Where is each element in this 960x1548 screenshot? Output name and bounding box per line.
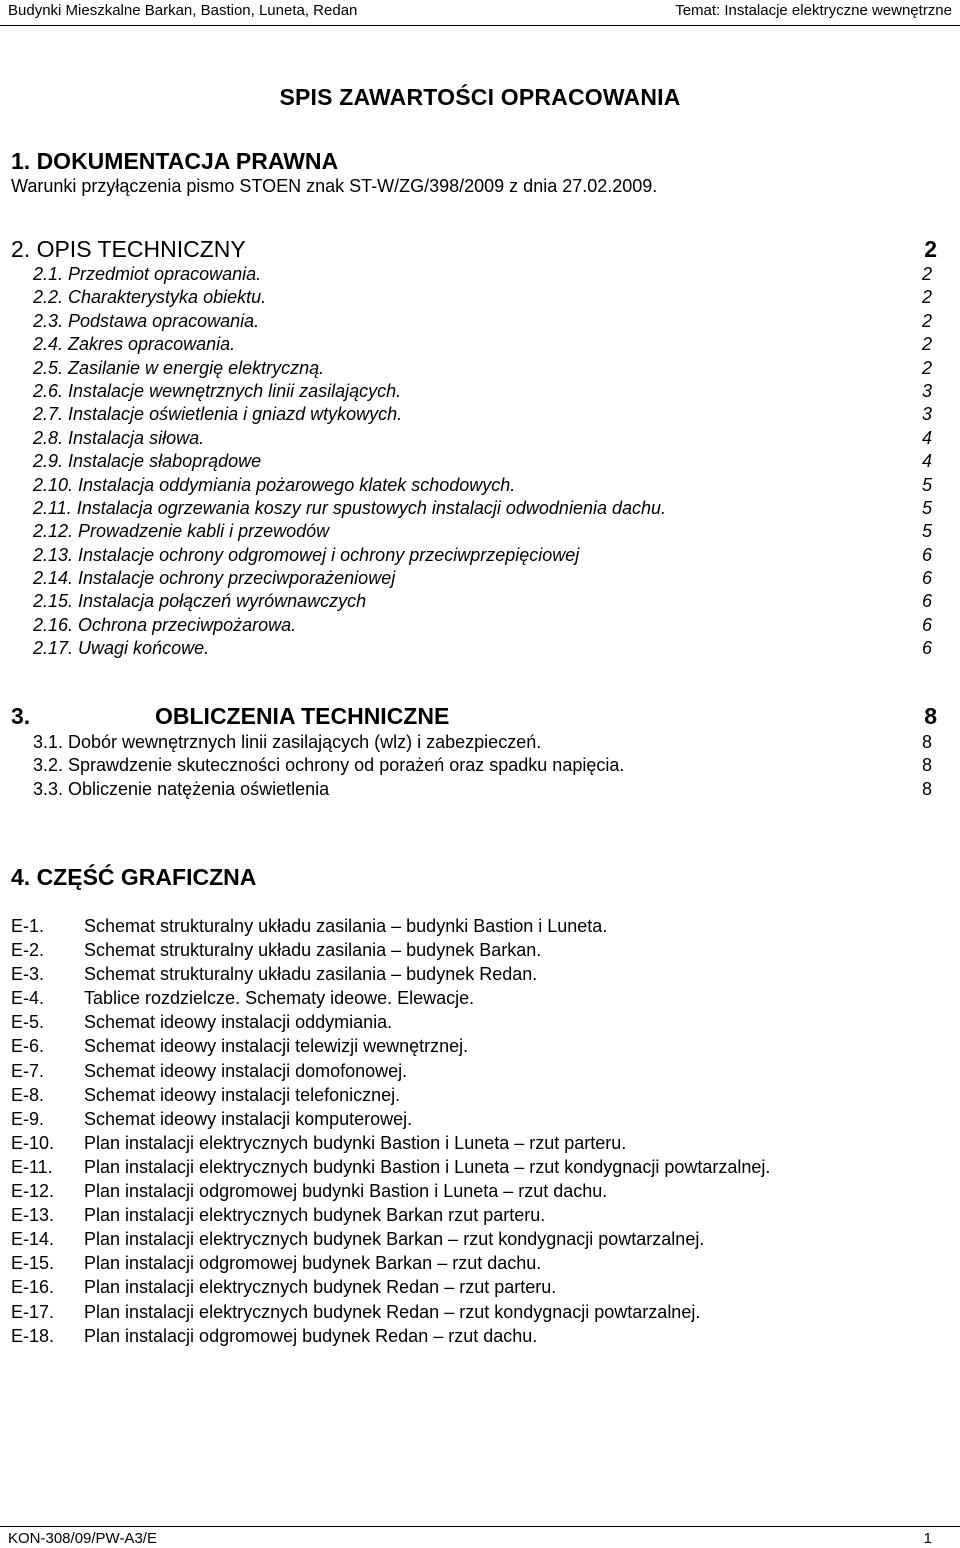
section4-heading: 4. CZĘŚĆ GRAFICZNA (11, 864, 257, 890)
drawing-title: Schemat strukturalny układu zasilania – budynek Barkan. (84, 940, 542, 961)
header-topic: Temat: Instalacje elektryczne wewnętrzne (675, 2, 952, 19)
toc-entry-label: 3.2. Sprawdzenie skuteczności ochrony od porażeń oraz spadku napięcia. (33, 755, 625, 776)
drawing-entry (11, 986, 770, 1010)
drawing-code: E-2. (11, 940, 45, 961)
drawing-title: Schemat strukturalny układu zasilania – budynek Redan. (84, 964, 538, 985)
toc-entry-page: 5 (922, 497, 933, 518)
drawing-code: E-16. (11, 1277, 55, 1298)
toc-entry-label: 2.4. Zakres opracowania. (33, 334, 236, 355)
toc-entry-label: 2.1. Przedmiot opracowania. (33, 264, 262, 284)
toc-entry (33, 590, 939, 613)
toc-entry (33, 403, 939, 426)
toc-entry-label: 3.1. Dobór wewnętrznych linii zasilających (wlz) i zabezpieczeń. (33, 732, 542, 752)
section3-number: 3. (11, 703, 31, 729)
drawing-entry (11, 1300, 770, 1324)
toc-entry-label: 2.8. Instalacja siłowa. (33, 427, 205, 448)
toc-entry (33, 427, 939, 450)
drawing-code: E-6. (11, 1036, 45, 1057)
toc-entry (33, 286, 939, 309)
toc-entry-label: 2.14. Instalacje ochrony przeciwporażeniowej (33, 568, 396, 589)
drawing-entry (11, 1131, 770, 1155)
drawing-title: Schemat ideowy instalacji komputerowej. (84, 1108, 413, 1129)
drawing-entry (11, 938, 770, 962)
toc-entry-label: 2.5. Zasilanie w energię elektryczną. (33, 357, 325, 378)
toc-entry-page: 2 (922, 334, 933, 355)
drawing-code: E-3. (11, 964, 45, 985)
drawing-entry (11, 1179, 770, 1203)
drawing-entry (11, 1324, 770, 1348)
toc-entry-page: 4 (922, 451, 933, 472)
toc-entry (33, 310, 939, 333)
drawing-title: Plan instalacji elektrycznych budynki Bastion i Luneta – rzut kondygnacji powtarzalnej. (84, 1156, 771, 1177)
drawing-code: E-1. (11, 916, 45, 936)
toc-entry-page: 2 (922, 310, 933, 331)
footer-page-number: 1 (923, 1530, 932, 1547)
drawing-code: E-4. (11, 988, 45, 1009)
drawing-title: Plan instalacji odgromowej budynki Bastion i Luneta – rzut dachu. (84, 1181, 608, 1202)
toc-entry-page: 2 (922, 357, 933, 378)
drawing-title: Schemat ideowy instalacji telewizji wewnętrznej. (84, 1036, 469, 1057)
page-header (0, 0, 960, 26)
drawing-code: E-9. (11, 1108, 45, 1129)
drawing-title: Plan instalacji elektrycznych budynek Redan – rzut kondygnacji powtarzalnej. (84, 1301, 701, 1322)
section4-list (11, 914, 770, 1348)
toc-entry-label: 2.9. Instalacje słaboprądowe (33, 451, 262, 472)
drawing-title: Plan instalacji odgromowej budynek Barkan – rzut dachu. (84, 1253, 542, 1274)
drawing-entry (11, 1059, 770, 1083)
section2-title: 2. OPIS TECHNICZNY (11, 236, 246, 262)
drawing-code: E-7. (11, 1060, 45, 1081)
drawing-title: Plan instalacji elektrycznych budynki Bastion i Luneta – rzut parteru. (84, 1132, 627, 1153)
drawing-code: E-13. (11, 1205, 55, 1226)
toc-entry-page: 8 (922, 778, 933, 799)
header-project: Budynki Mieszkalne Barkan, Bastion, Luneta, Redan (8, 2, 358, 19)
drawing-entry (11, 1083, 770, 1107)
drawing-entry (11, 1107, 770, 1131)
drawing-code: E-18. (11, 1325, 55, 1346)
page-footer (0, 1518, 960, 1548)
section1-line: Warunki przyłączenia pismo STOEN znak ST-W/ZG/398/2009 z dnia 27.02.2009. (11, 176, 658, 196)
toc-entry-label: 2.13. Instalacje ochrony odgromowej i ochrony przeciwprzepięciowej (33, 544, 580, 565)
toc-entry (33, 544, 939, 567)
toc-entry-label: 2.16. Ochrona przeciwpożarowa. (33, 614, 297, 635)
drawing-entry (11, 1155, 770, 1179)
toc-entry-page: 6 (922, 638, 933, 659)
footer-rule (0, 1526, 960, 1527)
drawing-entry (11, 1203, 770, 1227)
drawing-title: Tablice rozdzielcze. Schematy ideowe. Elewacje. (84, 988, 475, 1009)
toc-entry-page: 8 (922, 732, 933, 752)
drawing-code: E-12. (11, 1181, 55, 1202)
toc-entry (33, 567, 939, 590)
drawing-code: E-17. (11, 1301, 55, 1322)
toc-entry (33, 263, 939, 286)
toc-entry-label: 2.6. Instalacje wewnętrznych linii zasilających. (33, 380, 402, 401)
drawing-entry (11, 914, 770, 938)
toc-entry (33, 450, 939, 473)
section2-list (33, 263, 939, 661)
drawing-code: E-5. (11, 1012, 45, 1033)
drawing-title: Schemat ideowy instalacji telefonicznej. (84, 1084, 401, 1105)
drawing-title: Schemat ideowy instalacji oddymiania. (84, 1012, 393, 1033)
section2-heading (11, 236, 937, 264)
toc-entry-page: 6 (922, 591, 933, 612)
drawing-title: Plan instalacji elektrycznych budynek Barkan – rzut kondygnacji powtarzalnej. (84, 1229, 705, 1250)
section1-heading: 1. DOKUMENTACJA PRAWNA (11, 148, 339, 174)
drawing-title: Plan instalacji elektrycznych budynek Redan – rzut parteru. (84, 1277, 557, 1298)
toc-entry-page: 5 (922, 521, 933, 542)
toc-entry (33, 754, 939, 777)
drawing-code: E-11. (11, 1156, 53, 1177)
drawing-entry (11, 1275, 770, 1299)
toc-entry (33, 731, 939, 754)
toc-entry-label: 2.7. Instalacje oświetlenia i gniazd wtykowych. (33, 404, 403, 425)
section3-heading (11, 703, 937, 731)
toc-entry (33, 778, 939, 801)
toc-entry-page: 8 (922, 755, 933, 776)
footer-doc-code: KON-308/09/PW-A3/E (8, 1530, 157, 1547)
section2-page: 2 (924, 236, 937, 262)
toc-entry-page: 6 (922, 568, 933, 589)
header-rule (0, 25, 960, 26)
drawing-title: Schemat strukturalny układu zasilania – budynki Bastion i Luneta. (84, 916, 608, 936)
section3-title: OBLICZENIA TECHNICZNE (155, 703, 450, 729)
toc-entry-page: 3 (922, 404, 933, 425)
toc-entry (33, 357, 939, 380)
toc-entry-label: 2.17. Uwagi końcowe. (33, 638, 210, 659)
toc-entry-page: 2 (922, 264, 933, 284)
drawing-entry (11, 1227, 770, 1251)
drawing-entry (11, 962, 770, 986)
drawing-code: E-8. (11, 1084, 45, 1105)
toc-entry-page: 6 (922, 614, 933, 635)
toc-entry-label: 2.3. Podstawa opracowania. (33, 310, 260, 331)
toc-entry-label: 2.10. Instalacja oddymiania pożarowego klatek schodowych. (33, 474, 516, 495)
page-title: SPIS ZAWARTOŚCI OPRACOWANIA (279, 84, 681, 110)
toc-entry-label: 2.2. Charakterystyka obiektu. (33, 287, 267, 308)
drawing-entry (11, 1251, 770, 1275)
drawing-title: Plan instalacji elektrycznych budynek Barkan rzut parteru. (84, 1205, 546, 1226)
toc-entry (33, 474, 939, 497)
toc-entry-page: 4 (922, 427, 933, 448)
toc-entry-page: 5 (922, 474, 933, 495)
toc-entry (33, 333, 939, 356)
drawing-code: E-14. (11, 1229, 55, 1250)
toc-entry-label: 2.11. Instalacja ogrzewania koszy rur spustowych instalacji odwodnienia dachu. (33, 497, 667, 518)
toc-entry (33, 637, 939, 660)
section3-page: 8 (924, 703, 937, 729)
drawing-entry (11, 1034, 770, 1058)
toc-entry-label: 3.3. Obliczenie natężenia oświetlenia (33, 778, 330, 799)
toc-entry (33, 497, 939, 520)
toc-entry (33, 614, 939, 637)
toc-entry-page: 2 (922, 287, 933, 308)
drawing-entry (11, 1010, 770, 1034)
drawing-code: E-10. (11, 1132, 55, 1153)
toc-entry-label: 2.12. Prowadzenie kabli i przewodów (33, 521, 330, 542)
toc-entry-page: 6 (922, 544, 933, 565)
toc-entry-label: 2.15. Instalacja połączeń wyrównawczych (33, 591, 367, 612)
drawing-title: Schemat ideowy instalacji domofonowej. (84, 1060, 408, 1081)
toc-entry (33, 380, 939, 403)
toc-entry (33, 520, 939, 543)
section3-list (33, 731, 939, 801)
toc-entry-page: 3 (922, 380, 933, 401)
drawing-title: Plan instalacji odgromowej budynek Redan – rzut dachu. (84, 1325, 538, 1346)
drawing-code: E-15. (11, 1253, 55, 1274)
